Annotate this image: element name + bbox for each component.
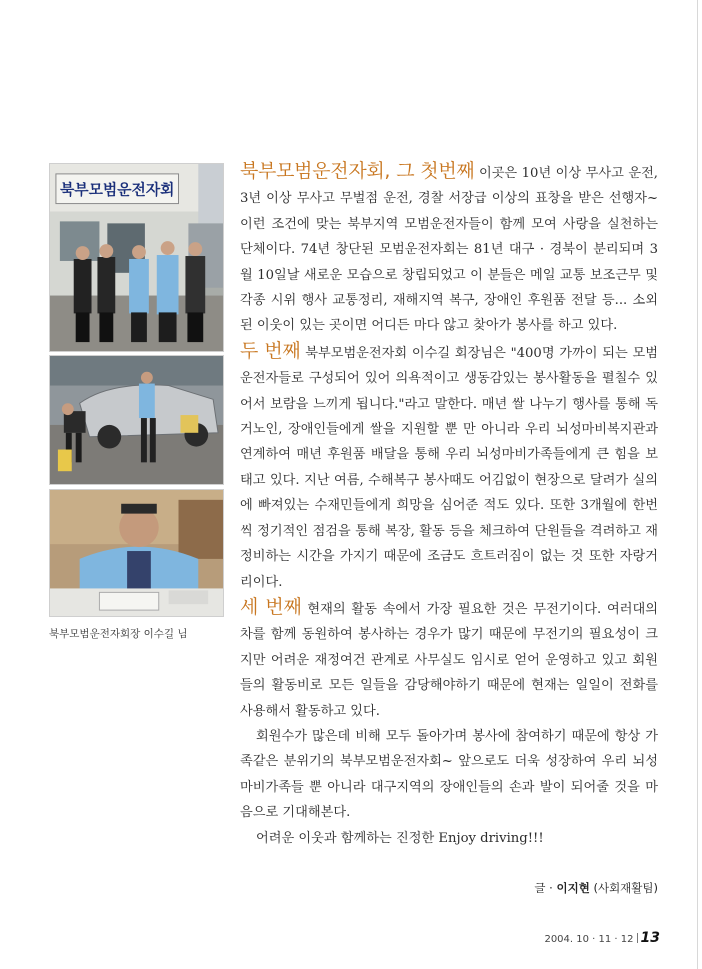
section-text: 현재의 활동 속에서 가장 필요한 것은 무전기이다. 여러대의 차를 함께 동원하여 봉사하는 경우가 많기 때문에 무전기의 필요성이 크지만 어려운 재정여건 관계로 사무실도 임시로 얻어 운영하고 있고 회원들의 활동비로 모든 일들을 감당해야하기 때문에 현재는 일일이 전화를 사용해서 활동하고 있다. <box>240 601 658 719</box>
president-portrait-photo <box>49 489 224 617</box>
section-heading: 북부모범운전자회, 그 첫번째 <box>240 160 475 182</box>
page-number: 13 <box>640 930 660 946</box>
building-sign-text: 북부모범운전자회 <box>59 181 175 199</box>
page-edge-rule <box>697 0 698 969</box>
closing-paragraph: 회원수가 많은데 비해 모두 돌아가며 봉사에 참여하기 때문에 항상 가족같은 분위기의 북부모범운전자회~ 앞으로도 더욱 성장하여 우리 뇌성마비가족들 뿐 아니라 대구지역의 장애인들의 손과 발이 되어줄 것을 마음으로 기대해본다. <box>240 728 658 821</box>
footer-divider <box>637 933 638 943</box>
photo-caption: 북부모범운전자회장 이수길 님 <box>49 628 188 640</box>
group-photo <box>49 163 224 352</box>
closing-slogan: 어려운 이웃과 함께하는 진정한 Enjoy driving!!! <box>256 830 544 846</box>
page-footer <box>540 930 660 946</box>
rice-delivery-photo <box>49 355 224 485</box>
byline-affiliation: (사회재활팀) <box>593 881 658 895</box>
section-heading: 두 번째 <box>240 339 301 362</box>
article-body <box>240 159 658 851</box>
section-heading: 세 번째 <box>240 595 302 618</box>
issue-date: 2004. 10 · 11 · 12 <box>544 934 634 945</box>
section-text: 이곳은 10년 이상 무사고 운전, 3년 이상 무사고 무벌점 운전, 경찰 서장급 이상의 표창을 받은 선행자~ 이런 조건에 맞는 북부지역 모범운전자들이 함께 모여 사랑을 실천하는 단체이다. 74년 창단된 모범운전자회는 81년 대구 · 경북이 분리되며 3월 10일날 새로운 모습으로 창립되었고 이 분들은 메일 교통 보조근무 및 각종 시위 행사 교통정리, 재해지역 복구, 장애인 후원품 전달 등... 소외된 이웃이 있는 곳이면 어디든 마다 않고 찾아가 봉사를 하고 있다. <box>240 166 659 334</box>
byline <box>240 880 658 896</box>
section-third <box>240 595 658 724</box>
byline-prefix: 글 · <box>534 881 557 895</box>
byline-author: 이지현 <box>556 881 590 895</box>
section-second <box>240 339 658 595</box>
section-first <box>240 159 658 339</box>
section-text: 북부모범운전자회 이수길 회장님은 "400명 가까이 되는 모범운전자들로 구성되어 있어 의욕적이고 생동감있는 봉사활동을 펼칠수 있어서 보람을 느끼게 됩니다."라고 말한다. 매년 쌀 나누기 행사를 통해 독거노인, 장애인들에게 쌀을 지원할 뿐 만 아니라 우리 뇌성마비복지관과 연계하여 매년 후원품 배달을 통해 우리 뇌성마비가족들에게 큰 힘을 보태고 있다. 지난 여름, 수해복구 봉사때도 어김없이 현장으로 달려가 실의에 빠져있는 수재민들에게 희망을 심어준 적도 있다. 또한 3개월에 한번씩 정기적인 점검을 통해 복장, 활동 등을 체크하여 단원들을 격려하고 재정비하는 시간을 가지기 때문에 조금도 흐트러짐이 없는 것 또한 자랑거리이다. <box>240 345 658 590</box>
